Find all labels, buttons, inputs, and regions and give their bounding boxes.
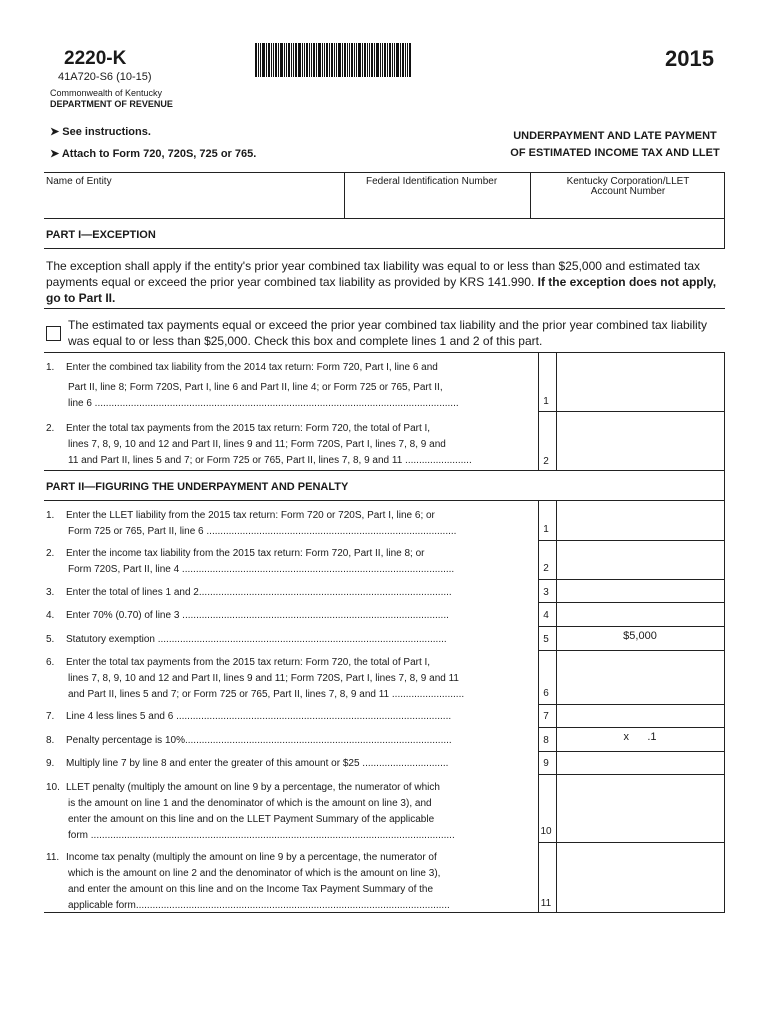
row-divider (538, 704, 725, 705)
barcode-bar (298, 43, 301, 77)
barcode-bar (280, 43, 283, 77)
part2-line-1-amount[interactable] (558, 520, 722, 536)
barcode-bar (306, 43, 308, 77)
barcode-bar (376, 43, 379, 77)
part1-box-1-number: 1 (543, 396, 549, 407)
part2-box-8-number: 8 (543, 735, 549, 746)
part2-line-3-amount[interactable] (558, 583, 722, 599)
part1-line-2-amount[interactable] (558, 450, 722, 468)
form-title-line-1: UNDERPAYMENT AND LATE PAYMENT (513, 130, 717, 142)
barcode-bar (262, 43, 265, 77)
row-divider (538, 540, 725, 541)
line-text-a: Penalty percentage is 10%................................................................................................ (66, 735, 452, 746)
fein-label: Federal Identification Number (366, 176, 498, 187)
barcode-bar (364, 43, 366, 77)
line-text-a: Enter 70% (0.70) of line 3 ................................................................................................ (66, 610, 449, 621)
exception-text: The exception shall apply if the entity's prior year combined tax liability was equal to or less than $25,000 and estimated tax payments equal or exceed the prior year combined tax liability as provided by KRS 141.990. (46, 259, 700, 289)
row-divider (538, 727, 725, 728)
line-number: 10. (46, 782, 60, 793)
line-number: 9. (46, 758, 55, 769)
barcode-bar (260, 43, 261, 77)
line-text-c: 11 and Part II, lines 5 and 7; or Form 725 or 765, Part II, lines 7, 8, 9 and 11 ........................ (68, 455, 472, 466)
barcode-bar (367, 43, 368, 77)
part2-heading: PART II—FIGURING THE UNDERPAYMENT AND PENALTY (46, 481, 349, 493)
row-divider (538, 751, 725, 752)
part2-box-2-number: 2 (543, 563, 549, 574)
line-text-a: LLET penalty (multiply the amount on line 9 by a percentage, the numerator of which (66, 782, 440, 793)
barcode-bar (349, 43, 350, 77)
line-text-b: lines 7, 8, 9, 10 and 12 and Part II, lines 9 and 11; Form 720S, Part I, lines 7, 8, 9 and (68, 439, 446, 450)
barcode-bar (324, 43, 325, 77)
part1-heading: PART I—EXCEPTION (46, 229, 156, 241)
line-text-b: lines 7, 8, 9, 10 and 12 and Part II, lines 9 and 11; Form 720S, Part I, lines 7, 8, 9 and 11 (68, 673, 459, 684)
line-number: 8. (46, 735, 55, 746)
part1-line-1-amount[interactable] (558, 392, 722, 410)
fein-field[interactable] (348, 190, 526, 216)
line-text-a: Enter the income tax liability from the 2015 tax return: Form 720, Part II, line 8; or (66, 548, 425, 559)
barcode-bar (342, 43, 343, 77)
line-text-b: Form 725 or 765, Part II, line 6 .......................................................................................... (68, 526, 457, 537)
part2-box-3-number: 3 (543, 587, 549, 598)
barcode-bar (309, 43, 310, 77)
part2-line-6-amount[interactable] (558, 684, 722, 700)
barcode-bar (326, 43, 328, 77)
line-number: 1. (46, 510, 55, 521)
barcode-bar (354, 43, 355, 77)
barcode-bar (302, 43, 303, 77)
part2-line-5-amount[interactable]: $5,000 (623, 630, 657, 642)
agency-line-1: Commonwealth of Kentucky (50, 88, 163, 98)
line-number: 1. (46, 362, 55, 373)
form-title-line-2: OF ESTIMATED INCOME TAX AND LLET (510, 147, 720, 159)
barcode-bar (258, 43, 259, 77)
part2-box-9-number: 9 (543, 758, 549, 769)
barcode-bar (293, 43, 294, 77)
barcode-bar (380, 43, 381, 77)
part2-line-8-text (46, 733, 534, 749)
name-of-entity-field[interactable] (46, 190, 338, 216)
barcode-bar (278, 43, 279, 77)
part2-line-11-text (46, 850, 534, 914)
part2-line-10-text (46, 780, 534, 844)
barcode-bar (291, 43, 292, 77)
barcode-bar (286, 43, 287, 77)
barcode-bar (316, 43, 317, 77)
part2-line-9-amount[interactable] (558, 754, 722, 770)
line-text-a: Enter the total tax payments from the 2015 tax return: Form 720, the total of Part I, (66, 657, 431, 668)
part1-line-2-text (46, 421, 534, 469)
part2-line-8-amount[interactable]: x .1 (623, 731, 657, 743)
line-text-c: and Part II, lines 5 and 7; or Form 725 or 765, Part II, lines 7, 8, 9 and 11 .......................... (68, 689, 465, 700)
barcode-bar (273, 43, 274, 77)
row-divider (538, 579, 725, 580)
row-divider (538, 774, 725, 775)
part2-line-4-text (46, 608, 534, 624)
line-text-b: is the amount on line 1 and the denominator of which is the amount on line 3), and (68, 798, 432, 809)
line-text-b: which is the amount on line 2 and the denominator of which is the amount on line 3), (68, 868, 441, 879)
part1-line-1-text (46, 360, 534, 412)
line-number: 6. (46, 657, 55, 668)
exception-checkbox[interactable] (46, 326, 61, 341)
agency-line-2: DEPARTMENT OF REVENUE (50, 99, 173, 109)
barcode-bar (295, 43, 297, 77)
line-text-a: Enter the LLET liability from the 2015 tax return: Form 720 or 720S, Part I, line 6; or (66, 510, 435, 521)
barcode-bar (347, 43, 348, 77)
barcode-bar (384, 43, 386, 77)
barcode-bar (409, 43, 411, 77)
line-text-a: Line 4 less lines 5 and 6 ................................................................................................... (66, 711, 452, 722)
line-text-c: and enter the amount on this line and on the Income Tax Payment Summary of the (68, 884, 434, 895)
attach-instruction: ➤ Attach to Form 720, 720S, 725 or 765. (50, 148, 257, 160)
barcode-bar (338, 43, 341, 77)
line-number: 7. (46, 711, 55, 722)
line-text-a: Enter the total of lines 1 and 2........................................................................................... (66, 587, 452, 598)
barcode-bar (369, 43, 370, 77)
barcode-bar (322, 43, 323, 77)
line-number: 2. (46, 548, 55, 559)
part2-line-7-text (46, 709, 534, 725)
part2-line-9-text (46, 756, 534, 772)
line-text-a: Enter the total tax payments from the 2015 tax return: Form 720, the total of Part I, (66, 423, 431, 434)
barcode-bar (371, 43, 373, 77)
exception-bold-text: If the exception does not apply, go to Part II. (46, 275, 717, 305)
part2-box-5-number: 5 (543, 634, 549, 645)
barcode-bar (358, 43, 361, 77)
barcode-bar (288, 43, 290, 77)
line-text-b: Part II, line 8; Form 720S, Part I, line 6 and Part II, line 4; or Form 725 or 765, Part II, (68, 382, 443, 393)
part2-line-6-text (46, 655, 534, 703)
checkbox-label: The estimated tax payments equal or exceed the prior year combined tax liability and the prior year combined tax liability was equal to or less than $25,000. Check this box and complete lines 1 and 2 of this part. (68, 318, 707, 348)
barcode-bar (284, 43, 285, 77)
part1-exception-paragraph (46, 258, 718, 306)
barcode-bar (268, 43, 270, 77)
part2-line-1-text (46, 508, 534, 540)
barcode-image (255, 43, 431, 77)
part2-box-4-number: 4 (543, 610, 549, 621)
barcode-bar (362, 43, 363, 77)
line-number: 5. (46, 634, 55, 645)
barcode-bar (336, 43, 337, 77)
row-divider (538, 842, 725, 843)
barcode-bar (304, 43, 305, 77)
part2-line-3-text (46, 585, 534, 601)
account-number-field[interactable] (534, 198, 720, 216)
line-text-a: Statutory exemption ........................................................................................................ (66, 634, 447, 645)
row-divider (538, 602, 725, 603)
line-text-c: enter the amount on this line and on the LLET Payment Summary of the applicable (68, 814, 435, 825)
line-text-d: form ................................................................................................................................... (68, 830, 455, 841)
line-text-b: Form 720S, Part II, line 4 .................................................................................................. (68, 564, 455, 575)
barcode-bar (334, 43, 335, 77)
account-number-label-2: Account Number (590, 186, 666, 197)
barcode-bar (331, 43, 333, 77)
line-text-a: Income tax penalty (multiply the amount on line 9 by a percentage, the numerator of (66, 852, 437, 863)
barcode-bar (382, 43, 383, 77)
barcode-bar (255, 43, 257, 77)
form-number: 2220-K (64, 48, 127, 69)
barcode-bar (389, 43, 391, 77)
part2-line-7-amount[interactable] (558, 707, 722, 723)
barcode-bar (329, 43, 330, 77)
part2-box-6-number: 6 (543, 688, 549, 699)
name-of-entity-label: Name of Entity (46, 176, 112, 187)
line-number: 2. (46, 423, 55, 434)
line-number: 3. (46, 587, 55, 598)
line-number: 11. (46, 852, 60, 863)
see-instructions: ➤ See instructions. (50, 126, 151, 138)
tax-year: 2015 (665, 46, 714, 71)
barcode-bar (387, 43, 388, 77)
row-divider (538, 626, 725, 627)
part2-line-5-text (46, 632, 534, 648)
barcode-bar (400, 43, 401, 77)
part2-line-2-text (46, 546, 534, 578)
part2-line-11-amount[interactable] (558, 894, 722, 910)
part1-box-2-number: 2 (543, 456, 549, 467)
part2-line-4-amount[interactable] (558, 606, 722, 622)
barcode-bar (392, 43, 393, 77)
part2-line-10-amount[interactable] (558, 822, 722, 838)
line-text-d: applicable form................................................................................................................. (68, 900, 450, 911)
line-text-a: Multiply line 7 by line 8 and enter the greater of this amount or $25 ............................... (66, 758, 449, 769)
barcode-bar (374, 43, 375, 77)
line-text-a: Enter the combined tax liability from the 2014 tax return: Form 720, Part I, line 6 and (66, 362, 438, 373)
account-number-label-1: Kentucky Corporation/LLET (566, 176, 690, 187)
barcode-bar (344, 43, 346, 77)
form-revision: 41A720-S6 (10-15) (58, 71, 152, 83)
barcode-bar (313, 43, 315, 77)
barcode-bar (318, 43, 321, 77)
barcode-bar (275, 43, 277, 77)
barcode-bar (402, 43, 404, 77)
barcode-bar (266, 43, 267, 77)
barcode-bar (351, 43, 353, 77)
barcode-bar (407, 43, 408, 77)
row-divider (538, 650, 725, 651)
part2-box-7-number: 7 (543, 711, 549, 722)
part2-box-1-number: 1 (543, 524, 549, 535)
part2-line-2-amount[interactable] (558, 559, 722, 575)
barcode-bar (311, 43, 312, 77)
barcode-bar (396, 43, 399, 77)
line-text-c: line 6 ................................................................................................................................... (68, 398, 459, 409)
barcode-bar (271, 43, 272, 77)
line-number: 4. (46, 610, 55, 621)
barcode-bar (356, 43, 357, 77)
part2-box-11-number: 11 (540, 898, 552, 909)
barcode-bar (405, 43, 406, 77)
part2-box-10-number: 10 (540, 826, 552, 837)
barcode-bar (394, 43, 395, 77)
